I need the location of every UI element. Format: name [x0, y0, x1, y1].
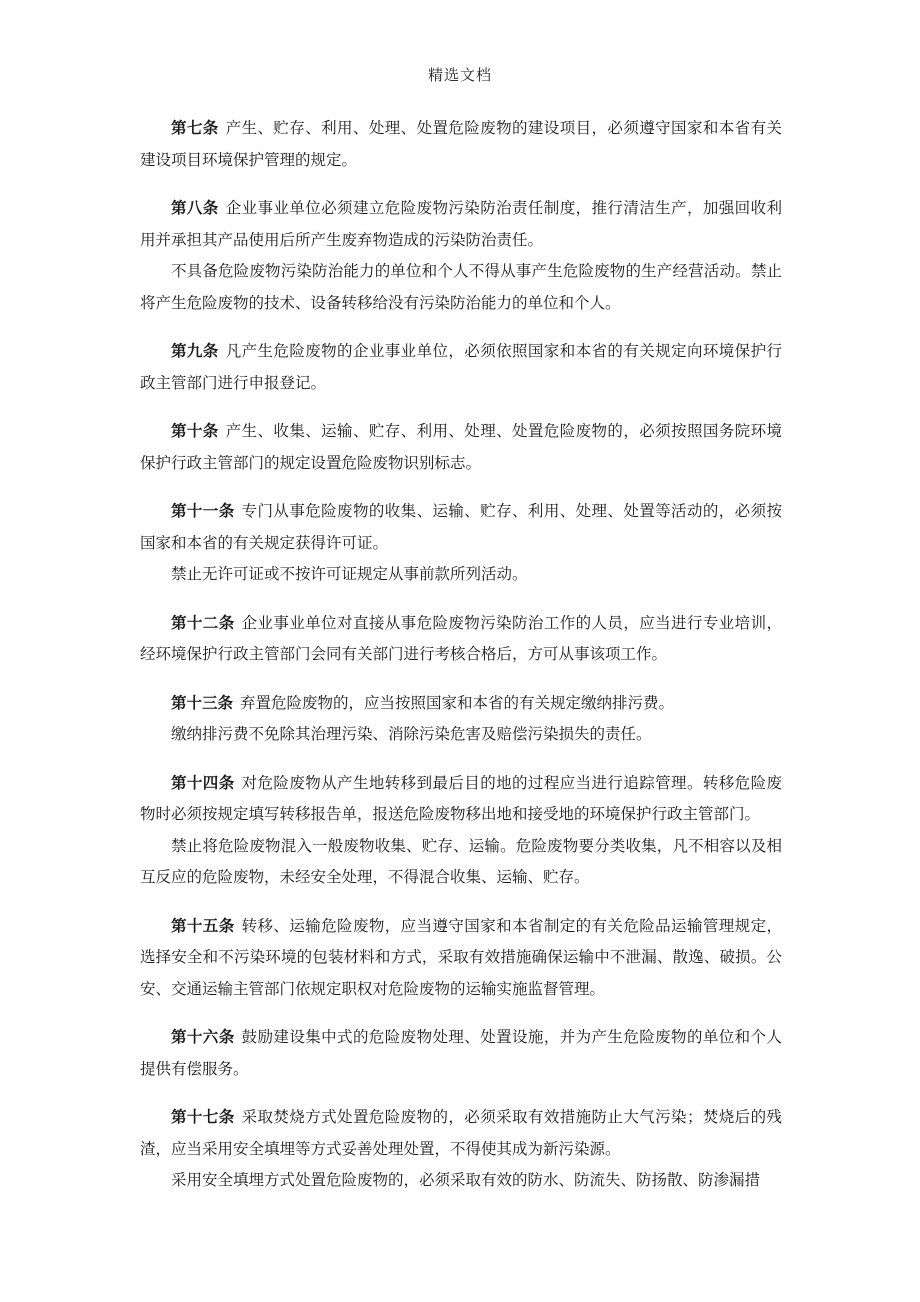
article-paragraph — [140, 687, 782, 720]
article-block — [140, 910, 782, 1006]
article-text: 采用安全填埋方式处置危险废物的，必须采取有效的防水、防流失、防扬散、防渗漏措 — [171, 1171, 761, 1189]
article-text: 凡产生危险废物的企业事业单位，必须依照国家和本省的有关规定向环境保护行政主管部门进行申报登记。 — [140, 342, 782, 392]
article-paragraph — [140, 1165, 782, 1197]
document-body — [140, 112, 782, 1213]
article-title: 第七条 — [171, 118, 219, 137]
article-title: 第十四条 — [171, 772, 235, 792]
article-title: 第十三条 — [171, 692, 234, 712]
article-paragraph — [140, 192, 782, 256]
article-text: 对危险废物从产生地转移到最后目的地的过程应当进行追踪管理。转移危险废物时必须按规定填写转移报告单，报送危险废物移出地和接受地的环境保护行政主管部门。 — [140, 773, 782, 823]
article-title: 第十七条 — [171, 1107, 235, 1126]
page-header: 精选文档 — [427, 66, 492, 84]
article-block — [140, 112, 782, 176]
article-block — [140, 1021, 782, 1085]
article-paragraph — [140, 559, 782, 591]
article-paragraph — [140, 607, 782, 671]
article-block — [140, 687, 782, 751]
article-paragraph — [140, 495, 782, 559]
article-text: 专门从事危险废物的收集、运输、贮存、利用、处理、处置等活动的，必须按国家和本省的有关规定获得许可证。 — [140, 502, 782, 552]
article-title: 第十五条 — [171, 915, 235, 935]
article-text: 禁止将危险废物混入一般废物收集、贮存、运输。危险废物要分类收集，凡不相容以及相互反应的危险废物，未经安全处理，不得混合收集、运输、贮存。 — [140, 836, 782, 886]
article-paragraph — [140, 1101, 782, 1165]
article-paragraph — [140, 719, 782, 751]
article-block — [140, 1101, 782, 1197]
article-title: 第十条 — [171, 421, 219, 440]
article-title: 第十二条 — [171, 612, 235, 632]
article-block — [140, 767, 782, 894]
article-text: 鼓励建设集中式的危险废物处理、处置设施，并为产生危险废物的单位和个人提供有偿服务。 — [140, 1028, 782, 1078]
article-paragraph — [140, 1021, 782, 1085]
article-paragraph — [140, 910, 782, 1006]
article-paragraph — [140, 256, 782, 319]
article-block — [140, 192, 782, 319]
article-text: 缴纳排污费不免除其治理污染、消除污染危害及赔偿污染损失的责任。 — [171, 725, 652, 743]
article-block — [140, 335, 782, 399]
article-block — [140, 607, 782, 671]
article-text: 弃置危险废物的，应当按照国家和本省的有关规定缴纳排污费。 — [240, 693, 675, 712]
article-paragraph — [140, 831, 782, 894]
article-text: 企业事业单位对直接从事危险废物污染防治工作的人员，应当进行专业培训，经环境保护行政主管部门会同有关部门进行考核合格后，方可从事该项工作。 — [140, 613, 782, 663]
article-paragraph — [140, 112, 782, 176]
article-title: 第八条 — [171, 198, 219, 217]
article-text: 禁止无许可证或不按许可证规定从事前款所列活动。 — [171, 565, 528, 583]
article-title: 第十一条 — [171, 501, 235, 520]
article-paragraph — [140, 767, 782, 831]
article-paragraph — [140, 415, 782, 479]
article-block — [140, 415, 782, 479]
article-text: 转移、运输危险废物，应当遵守国家和本省制定的有关危险品运输管理规定，选择安全和不污染环境的包装材料和方式，采取有效措施确保运输中不泄漏、散逸、破损。公安、交通运输主管部门依规定职权对危险废物的运输实施监督管理。 — [140, 916, 782, 998]
article-title: 第九条 — [171, 341, 219, 360]
article-block — [140, 495, 782, 591]
article-text: 企业事业单位必须建立危险废物污染防治责任制度，推行清洁生产，加强回收利用并承担其产品使用后所产生废弃物造成的污染防治责任。 — [140, 199, 782, 249]
article-text: 不具备危险废物污染防治能力的单位和个人不得从事产生危险废物的生产经营活动。禁止将产生危险废物的技术、设备转移给没有污染防治能力的单位和个人。 — [140, 262, 782, 312]
article-text: 产生、贮存、利用、处理、处置危险废物的建设项目，必须遵守国家和本省有关建设项目环境保护管理的规定。 — [140, 119, 782, 169]
article-text: 产生、收集、运输、贮存、利用、处理、处置危险废物的，必须按照国务院环境保护行政主管部门的规定设置危险废物识别标志。 — [140, 422, 782, 472]
article-title: 第十六条 — [171, 1027, 235, 1046]
article-paragraph — [140, 335, 782, 399]
article-text: 采取焚烧方式处置危险废物的，必须采取有效措施防止大气污染；焚烧后的残渣，应当采用安全填埋等方式妥善处理处置，不得使其成为新污染源。 — [140, 1108, 782, 1158]
